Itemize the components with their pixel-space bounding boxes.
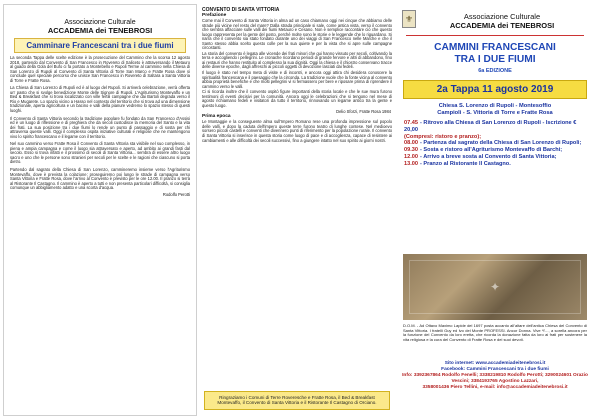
website-link[interactable]: www.accademiadeitenebrosi.it [475,361,546,366]
intro-paragraph: La seconda Tappa delle scelte edizione è la prosecuzione del Cammino che la scorsa 12 agosto 2018, partendo dal Convento di San Francesco in Rovereto di Saliceto è attraversando il Metauro al guado della Gola del Bufo ci fa portato a Montebello e Rupoli Terme al cammino nella Chiesa di San Lorenzo di Rupoli al Convento di Santa Vittoria di Torre San Marco e Fratte Rosa dove si conclude quel speciale percorso che unisce San Francesco in Rovereto di Saltara a Santa Vittoria di Torre e Fratte Rosa. [10,55,190,83]
schedule-text: (Compresi: ristoro e pranzo); [404,133,482,140]
cover-title-line-1: CAMMINI FRANCESCANI [434,42,556,53]
route-description [398,103,592,117]
schedule-item [404,147,589,154]
schedule-text: - Arrivo a breve sosta al Convento di Santa Vittoria; [420,153,557,160]
schedule-item [404,161,589,168]
schedule-time: 07.45 [404,120,418,126]
plaque-icon: ✦ [409,260,581,314]
phone-numbers: 3392367864 Rodolfo Fenelli; 3338219810 Rodolfo Perotti; 3290024601 Orazio Vescini; 3384193765 Agostino Lazzari, [413,373,588,384]
left-panel [3,4,197,416]
email-line[interactable]: 3358001436 Piero Tellini, e-mail: info@accademiadeitenebrosi.it [422,385,568,390]
info-label: Info: [402,373,413,378]
schedule-time: 12.00 [404,153,418,160]
middle-panel [200,4,394,416]
schedule-text: - Pranzo al Ristorante Il Castagno. [420,160,511,167]
right-panel [398,4,592,416]
church-paragraph: La Chiesa di San Lorenzo di Rupoli ed è al luogo del Rupoli. Si arriverà celebrazione, verrà offerta un' pasto che si svolge benedizione Monte delle Signore di Rupoli. L'Agriturismo Montevaffo e un Bed & Breakfast che si trova localizzato con ville fertili campagne che dai Bartoli degrada verso il Rio e Mugarete. Lo spazio vicino a Hasso nel contesto del territorio che si trova ad una dimensione tradizionale, aperta agricoltura e un bacino e valli della pianure vedremo lo spazio stesso di questi luoghi. [10,85,190,114]
facebook-line: Facebook: Cammini Francescani tra i due fiumi [441,367,549,372]
author-signature: Rodolfo Perotti [162,191,190,197]
route-line-2: Campioli - S. Vittoria di Torre e Fratte Rosa [437,110,553,116]
stone-plaque-photo [403,254,587,320]
seal-icon: ⚜ [402,10,416,28]
cover-title [398,42,592,66]
middle-signature: Delio Sforzi, Fratte Rosa 1984 [336,109,391,115]
first-era-heading: Prima epoca [202,114,231,120]
divider [406,35,584,36]
schedule-text: - Sosta e ristoro all'Agriturismo Montevaffo di Barchi; [420,147,563,154]
convent-heading: CONVENTO DI SANTA VITTORIA [202,7,280,13]
info-line [398,373,592,385]
cover-title-line-2: TRA I DUE FIUMI [454,54,536,65]
middle-text-1: Come mai il Convento di Santa Vittoria in alma ad un caso chiamano oggi nei cinque che abbiamo delle strade più vicine nel resto del mare? Dalla strada principale si sale, come antica vista, verso il convento che sembra affacciare sulle valli dei fiumi Metauro e Cesano. Non è semplice raccontare ciò che questo luogo rappresenta per la gente del posto, perché molte sono le storie e le leggende che lo riguardano. Si narra che il convento sia stato fondato durante uno dei viaggi di San Francesco nelle Marche e che il Santo stesso abbia scelto questo colle per la sua quiete e per la vista che si apre sulle campagne circostanti. [202,18,392,51]
walk-paragraph: Partendo dal sagrato della Chiesa di San Lorenzo, cammineremo insieme verso l'Agriturismo Montevaffo, dove è prevista la colazione; proseguiremo poi lungo le strade di campagna verso Santa Vittoria e Fratte Rosa, dove l'arrivo al Convento è previsto per le ore 12.00. Il pranzo si terrà al Ristorante Il Castagno. Il cammino è aperto a tutti e non presenta particolari difficoltà, si consiglia comunque un abbigliamento adatto e una scorta d'acqua. [10,167,190,191]
schedule-item [404,154,589,161]
schedule-time: 08.00 [404,140,418,147]
academy-name-cover: ACCADEMIA dei TENEBROSI [449,21,555,30]
schedule-list [398,120,592,168]
middle-text-5: Le Montaggie e la conseguente alma sull'Impero Romano rese una profonda impressione sul popolo delle valli, e dopo la caduta dell'impero queste terre furono teatro di lunghe contese. Nel medioevo sorsero piccoli castelli e conventi che divennero punti di riferimento per la popolazione rurale. Il convento di Santa Vittoria si inserisce in questa storia come luogo di pace e di accoglienza, capace di resistere ai cambiamenti e alle difficoltà dei secoli successivi, fino a giungere intatto nel suo spirito ai giorni nostri. [202,119,392,143]
schedule-item [404,120,589,134]
schedule-text: - Ritrovo alla Chiesa di San Lorenzo di Rupoli - Iscrizione € 20,00 [404,120,577,133]
photo-caption: D.O.M. - Ad Ottavo Maximo Lapide del 1697 posta accanto all'altare dell'antica Chiesa del Convento di Santa Vittoria. I fratelli Guy ed Ivo del Monte PROFESSI. Ancor Donna. Vive *l'..., a sorella ancora per la funzione del Convento da loro eretta, che ricorda la donazione fatta da loro ai frati per sostenere la vita religiosa e la cura del Convento di Fratte Rosa e dei suoi devoti. [403,323,587,342]
edition-label: 6a EDIZIONE [478,68,512,74]
website-label: Sito internet: [444,361,475,366]
thanks-callout: Ringraziamo i Comuni di Terre Roveresche e Fratte Rosa, il Bed & Breakfast Montevaffo, il Convento di Santa Vittoria e il Ristorante Il Castagno di Orciano. [204,391,390,410]
schedule-text: - Partenza dal sagrato della Chiesa di San Lorenzo di Rupoli; [420,140,582,147]
academy-name: ACCADEMIA dei TENEBROSI [47,26,153,35]
section-banner: Camminare Francescani tra i due fiumi [14,38,186,53]
route-line-1: Chiesa S. Lorenzo di Rupoli - Montesoffio [438,103,552,109]
association-label-cover: Associazione Culturale [463,12,541,21]
route-paragraph: Nel suo cammino verso Fratte Rosa il Convento di Santa Vittoria sta visibile nel suo complesso, in piena e ampia campagna e come il luogo sia attraversato e aperto, ad ambito ai grandi fasti dal secolo. Esso si trova infatti e il prossimo di secoli di Santa Vittoria... sembra di essere altro luogo sacro e uno che le persone sono stranieri per secoli per le scelte e le ragioni che ciascuno si porta dietro. [10,141,190,165]
schedule-note [404,134,589,141]
preface-heading: Prefazione [202,13,227,18]
schedule-item [404,140,589,147]
association-label: Associazione Culturale [64,19,136,26]
middle-text-2: La storia del convento è legata alle vicende dei frati minori che qui hanno vissuto per secoli, coltivando la terra e accogliendo i pellegrini. Le cronache ricordano periodi di grande fervore e altri di abbandono, fino ai restauri che hanno restituito al complesso la sua dignità. Oggi la chiesa e il chiostro conservano tracce delle diverse epoche, dagli affreschi ai piccoli oggetti di devozione lasciati dai fedeli. [202,50,392,70]
contact-block [398,361,592,391]
middle-text-4: Ci si ricorda inoltre che il convento ospitò figure importanti della storia locale e che le sue mura furono testimoni di eventi decisivi per la comunità. Ancora oggi le celebrazioni che si tengono nel mese di agosto richiamano fedeli e visitatori da tutto il territorio, rinnovando un legame antico tra la gente e questo luogo. [202,89,392,108]
middle-text-3: Il luogo è stato nel tempo meta di visite e di incontri, e ancora oggi attira chi desidera conoscere la spiritualità francescana e il paesaggio che la circonda. La tradizione vuole che la fonte vicina al convento abbia proprietà benefiche e che molti pellegrini vi si fermassero per bere e riposare prima di riprendere il cammino verso le valli. [202,70,392,89]
convent-paragraph: Il Convento di Santa Vittoria secondo la tradizione popolare fu fondato da San Francesco d'Assisi ed è un luogo di riflessione e di preghiera che da secoli custodisce la memoria del Santo e la vita dei frati. La sua posizione tra i due fiumi lo rende un punto di passaggio e di sosta per chi attraversa queste valli. Oggi il complesso ospita iniziative culturali e religiose che ne mantengono vivo lo spirito francescano e il legame con il territorio. [10,115,190,139]
schedule-time: 09.30 [404,147,418,154]
stage-banner: 2a Tappa 11 agosto 2019 [403,80,587,99]
schedule-time: 13.00 [404,160,418,167]
